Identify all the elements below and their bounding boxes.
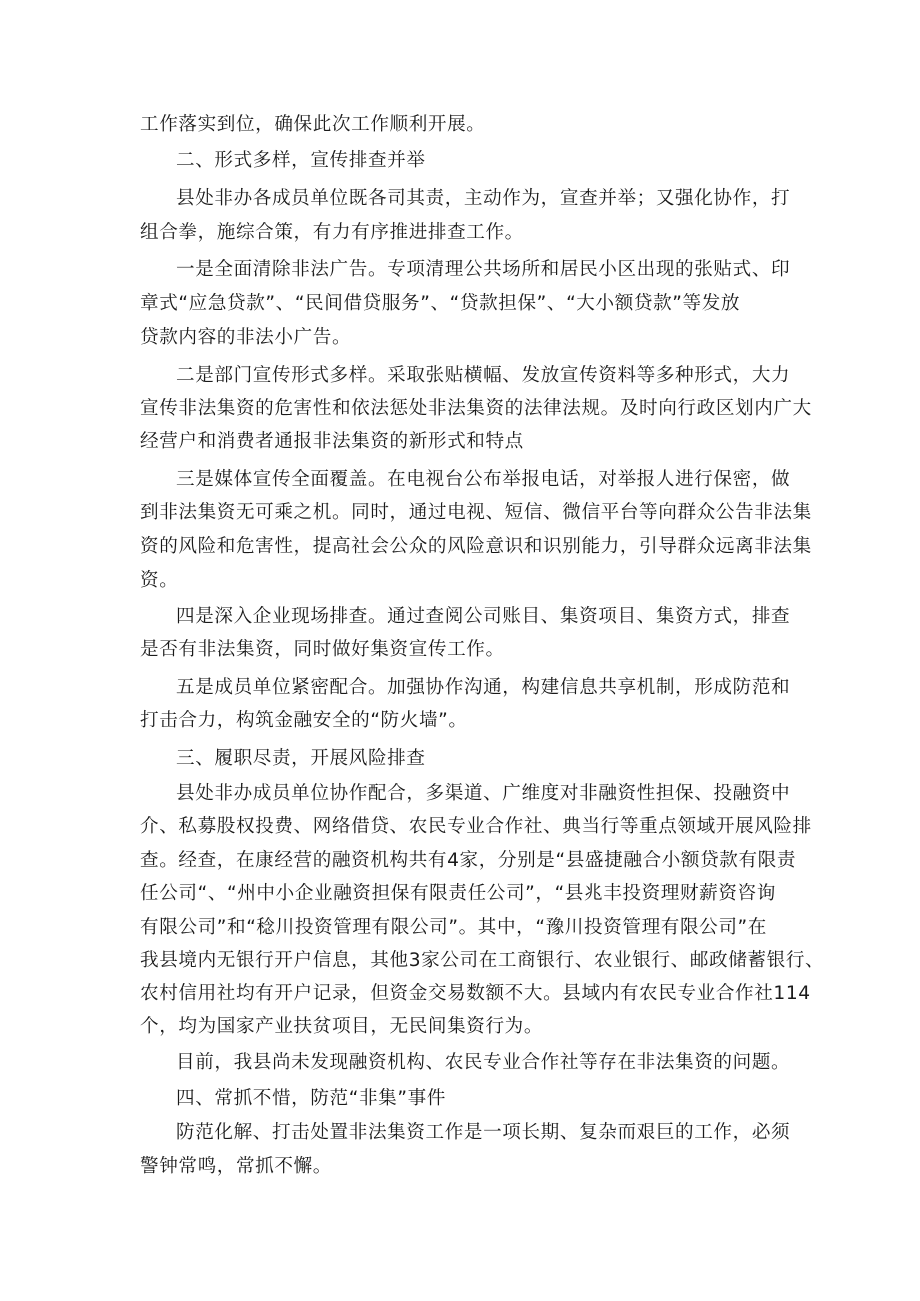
paragraph-line: 县处非办成员单位协作配合，多渠道、广维度对非融资性担保、投融资中	[176, 783, 791, 804]
paragraph-line: 警钟常鸣，常抓不懈。	[140, 1156, 332, 1177]
paragraph-line: 资。	[140, 570, 179, 591]
section-heading: 三、履职尽责，开展风险排查	[176, 748, 426, 769]
paragraph-line: 任公司“、“州中小企业融资担保有限责任公司”，“县兆丰投资理财薪资咨询	[140, 883, 776, 904]
paragraph-line: 章式“应急贷款”、“民间借贷服务”、“贷款担保”、“大小额贷款”等发放	[140, 293, 741, 314]
paragraph-line: 三是媒体宣传全面覆盖。在电视台公布举报电话，对举报人进行保密，做	[176, 469, 791, 490]
paragraph-line: 资的风险和危害性，提高社会公众的风险意识和识别能力，引导群众远离非法集	[140, 536, 812, 557]
section-heading: 二、形式多样，宣传排查并举	[176, 150, 426, 171]
paragraph-line: 目前，我县尚未发现融资机构、农民专业合作社等存在非法集资的问题。	[176, 1052, 791, 1073]
paragraph-line: 介、私募股权投费、网络借贷、农民专业合作社、典当行等重点领域开展风险排	[140, 816, 812, 837]
paragraph-line: 一是全面清除非法广告。专项清理公共场所和居民小区出现的张贴式、印	[176, 259, 791, 280]
paragraph-line: 五是成员单位紧密配合。加强协作沟通，构建信息共享机制，形成防范和	[176, 677, 791, 698]
paragraph-line: 工作落实到位，确保此次工作顺利开展。	[140, 114, 486, 135]
paragraph-line: 个，均为国家产业扶贫项目，无民间集资行为。	[140, 1016, 544, 1037]
paragraph-line: 是否有非法集资，同时做好集资宣传工作。	[140, 639, 505, 660]
paragraph-line: 宣传非法集资的危害性和依法惩处非法集资的法律法规。及时向行政区划内广大	[140, 398, 812, 419]
paragraph-line: 贷款内容的非法小广告。	[140, 327, 352, 348]
paragraph-line: 有限公司”和“稔川投资管理有限公司”。其中，“豫川投资管理有限公司”在	[140, 917, 767, 938]
paragraph-line: 防范化解、打击处置非法集资工作是一项长期、复杂而艰巨的工作，必须	[176, 1122, 791, 1143]
paragraph-line: 组合拳，施综合策，有力有序推进排查工作。	[140, 222, 524, 243]
paragraph-line: 二是部门宣传形式多样。采取张贴横幅、发放宣传资料等多种形式，大力	[176, 365, 791, 386]
paragraph-line: 我县境内无银行开户信息，其他3家公司在工商银行、农业银行、邮政储蓄银行、	[140, 950, 825, 971]
section-heading: 四、常抓不惜，防范“非集”事件	[176, 1088, 446, 1109]
paragraph-line: 打击合力，构筑金融安全的“防火墙”。	[140, 710, 468, 731]
paragraph-line: 经营户和消费者通报非法集资的新形式和特点	[140, 431, 524, 452]
paragraph-line: 四是深入企业现场排查。通过查阅公司账目、集资项目、集资方式，排查	[176, 606, 791, 627]
paragraph-line: 到非法集资无可乘之机。同时，通过电视、短信、微信平台等向群众公告非法集	[140, 502, 812, 523]
paragraph-line: 查。经查，在康经营的融资机构共有4家，分别是“县盛捷融合小额贷款有限责	[140, 850, 797, 871]
paragraph-line: 县处非办各成员单位既各司其责，主动作为，宣查并举；又强化协作，打	[176, 188, 791, 209]
paragraph-line: 农村信用社均有开户记录，但资金交易数额不大。县域内有农民专业合作社114	[140, 983, 811, 1004]
